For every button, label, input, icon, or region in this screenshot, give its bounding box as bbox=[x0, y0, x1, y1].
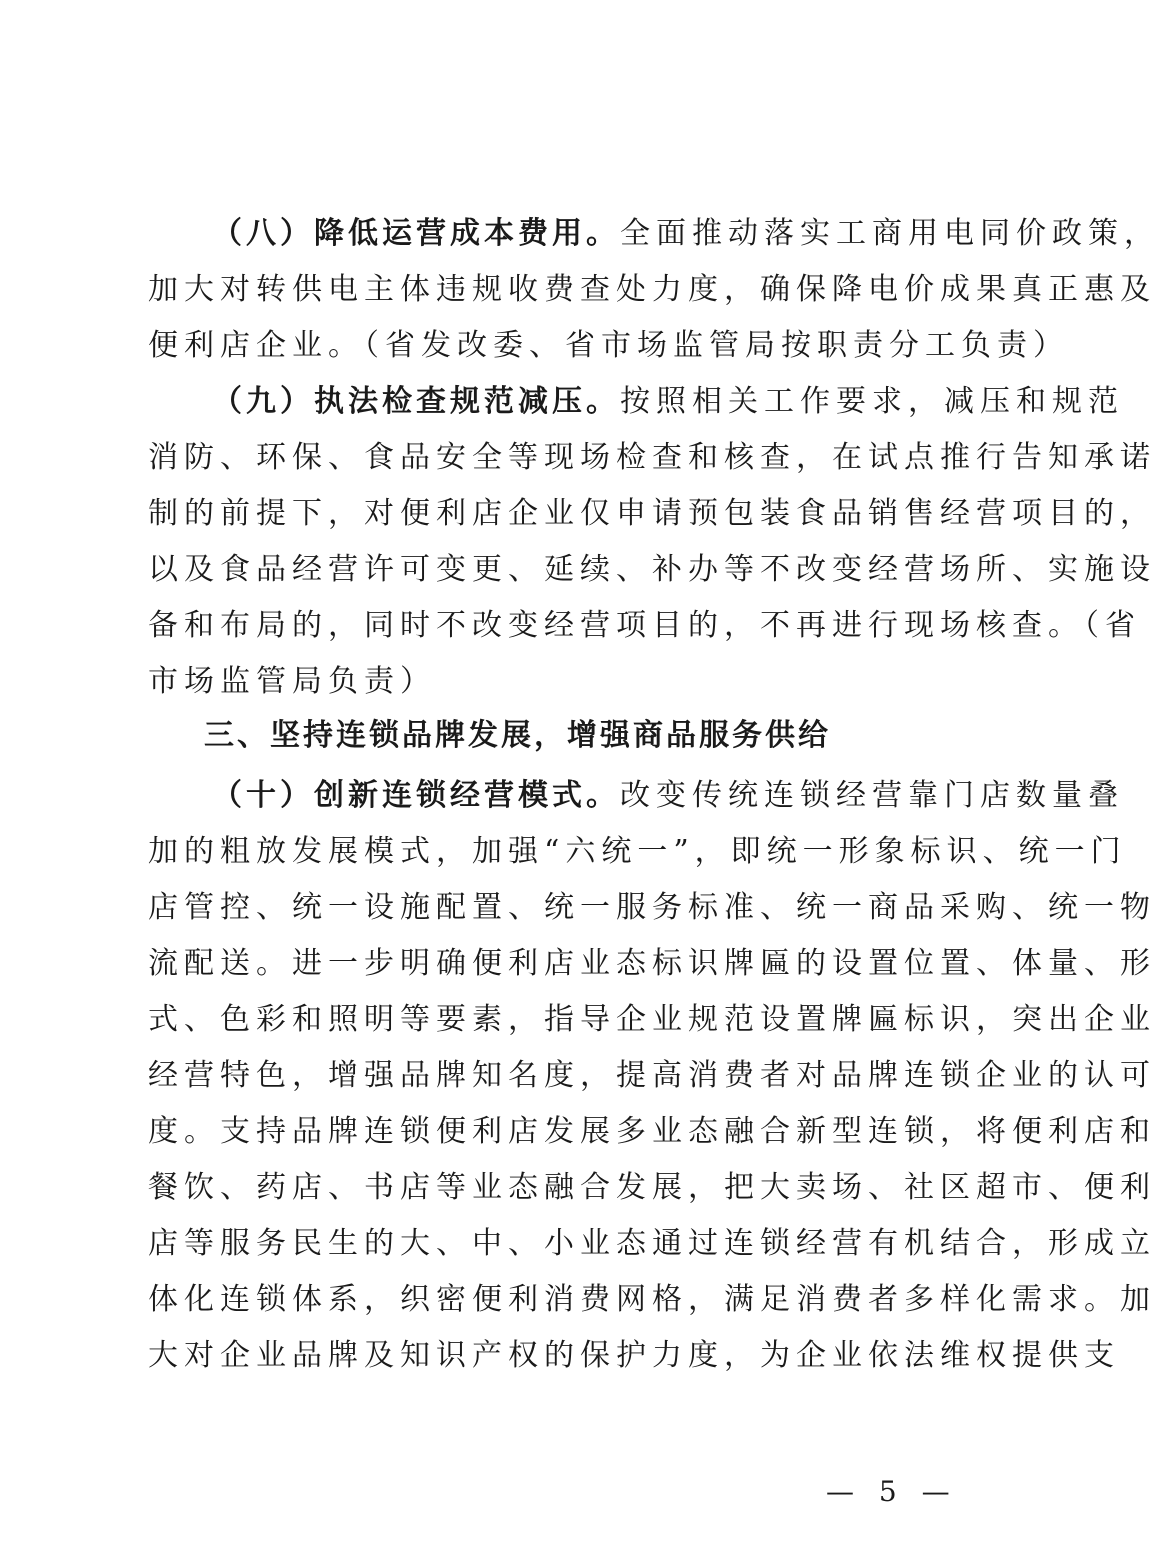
item10-line6: 经营特色，增强品牌知名度，提高消费者对品牌连锁企业的认可 bbox=[148, 1058, 1156, 1093]
item10-lead: （十）创新连锁经营模式。 bbox=[212, 778, 620, 813]
item10-line10: 体化连锁体系，织密便利消费网格，满足消费者多样化需求。加 bbox=[148, 1282, 1156, 1317]
section-heading: 三、坚持连锁品牌发展，增强商品服务供给 bbox=[204, 718, 831, 753]
item10-line11: 大对企业品牌及知识产权的保护力度，为企业依法维权提供支 bbox=[148, 1338, 1120, 1373]
item10-line5: 式、色彩和照明等要素，指导企业规范设置牌匾标识，突出企业 bbox=[148, 1002, 1156, 1037]
item9-line5: 备和布局的，同时不改变经营项目的，不再进行现场核查。（省 bbox=[148, 608, 1141, 643]
item9-line1 bbox=[212, 382, 1124, 422]
item8-line1-text: 全面推动落实工商用电同价政策， bbox=[620, 216, 1160, 251]
item10-line1-text: 改变传统连锁经营靠门店数量叠 bbox=[620, 778, 1124, 813]
item8-line2: 加大对转供电主体违规收费查处力度，确保降电价成果真正惠及 bbox=[148, 272, 1156, 307]
item9-line6: 市场监管局负责） bbox=[148, 664, 436, 699]
item10-line3: 店管控、统一设施配置、统一服务标准、统一商品采购、统一物 bbox=[148, 890, 1156, 925]
item10-line7: 度。支持品牌连锁便利店发展多业态融合新型连锁，将便利店和 bbox=[148, 1114, 1156, 1149]
item9-line1-text: 按照相关工作要求，减压和规范 bbox=[620, 384, 1124, 419]
item10-line8: 餐饮、药店、书店等业态融合发展，把大卖场、社区超市、便利 bbox=[148, 1170, 1156, 1205]
item10-line4: 流配送。进一步明确便利店业态标识牌匾的设置位置、体量、形 bbox=[148, 946, 1156, 981]
item8-line3: 便利店企业。（省发改委、省市场监管局按职责分工负责） bbox=[148, 328, 1069, 363]
item9-line3: 制的前提下，对便利店企业仅申请预包装食品销售经营项目的， bbox=[148, 496, 1156, 531]
item8-lead: （八）降低运营成本费用。 bbox=[212, 216, 620, 251]
page-number: — 5 — bbox=[826, 1475, 958, 1508]
item9-line2: 消防、环保、食品安全等现场检查和核查，在试点推行告知承诺 bbox=[148, 440, 1156, 475]
item9-line4: 以及食品经营许可变更、延续、补办等不改变经营场所、实施设 bbox=[148, 552, 1156, 587]
item8-line1 bbox=[212, 214, 1160, 254]
item9-lead: （九）执法检查规范减压。 bbox=[212, 384, 620, 419]
item10-line1 bbox=[212, 776, 1124, 816]
item10-line2: 加的粗放发展模式，加强“六统一”，即统一形象标识、统一门 bbox=[148, 834, 1127, 869]
item10-line9: 店等服务民生的大、中、小业态通过连锁经营有机结合，形成立 bbox=[148, 1226, 1156, 1261]
